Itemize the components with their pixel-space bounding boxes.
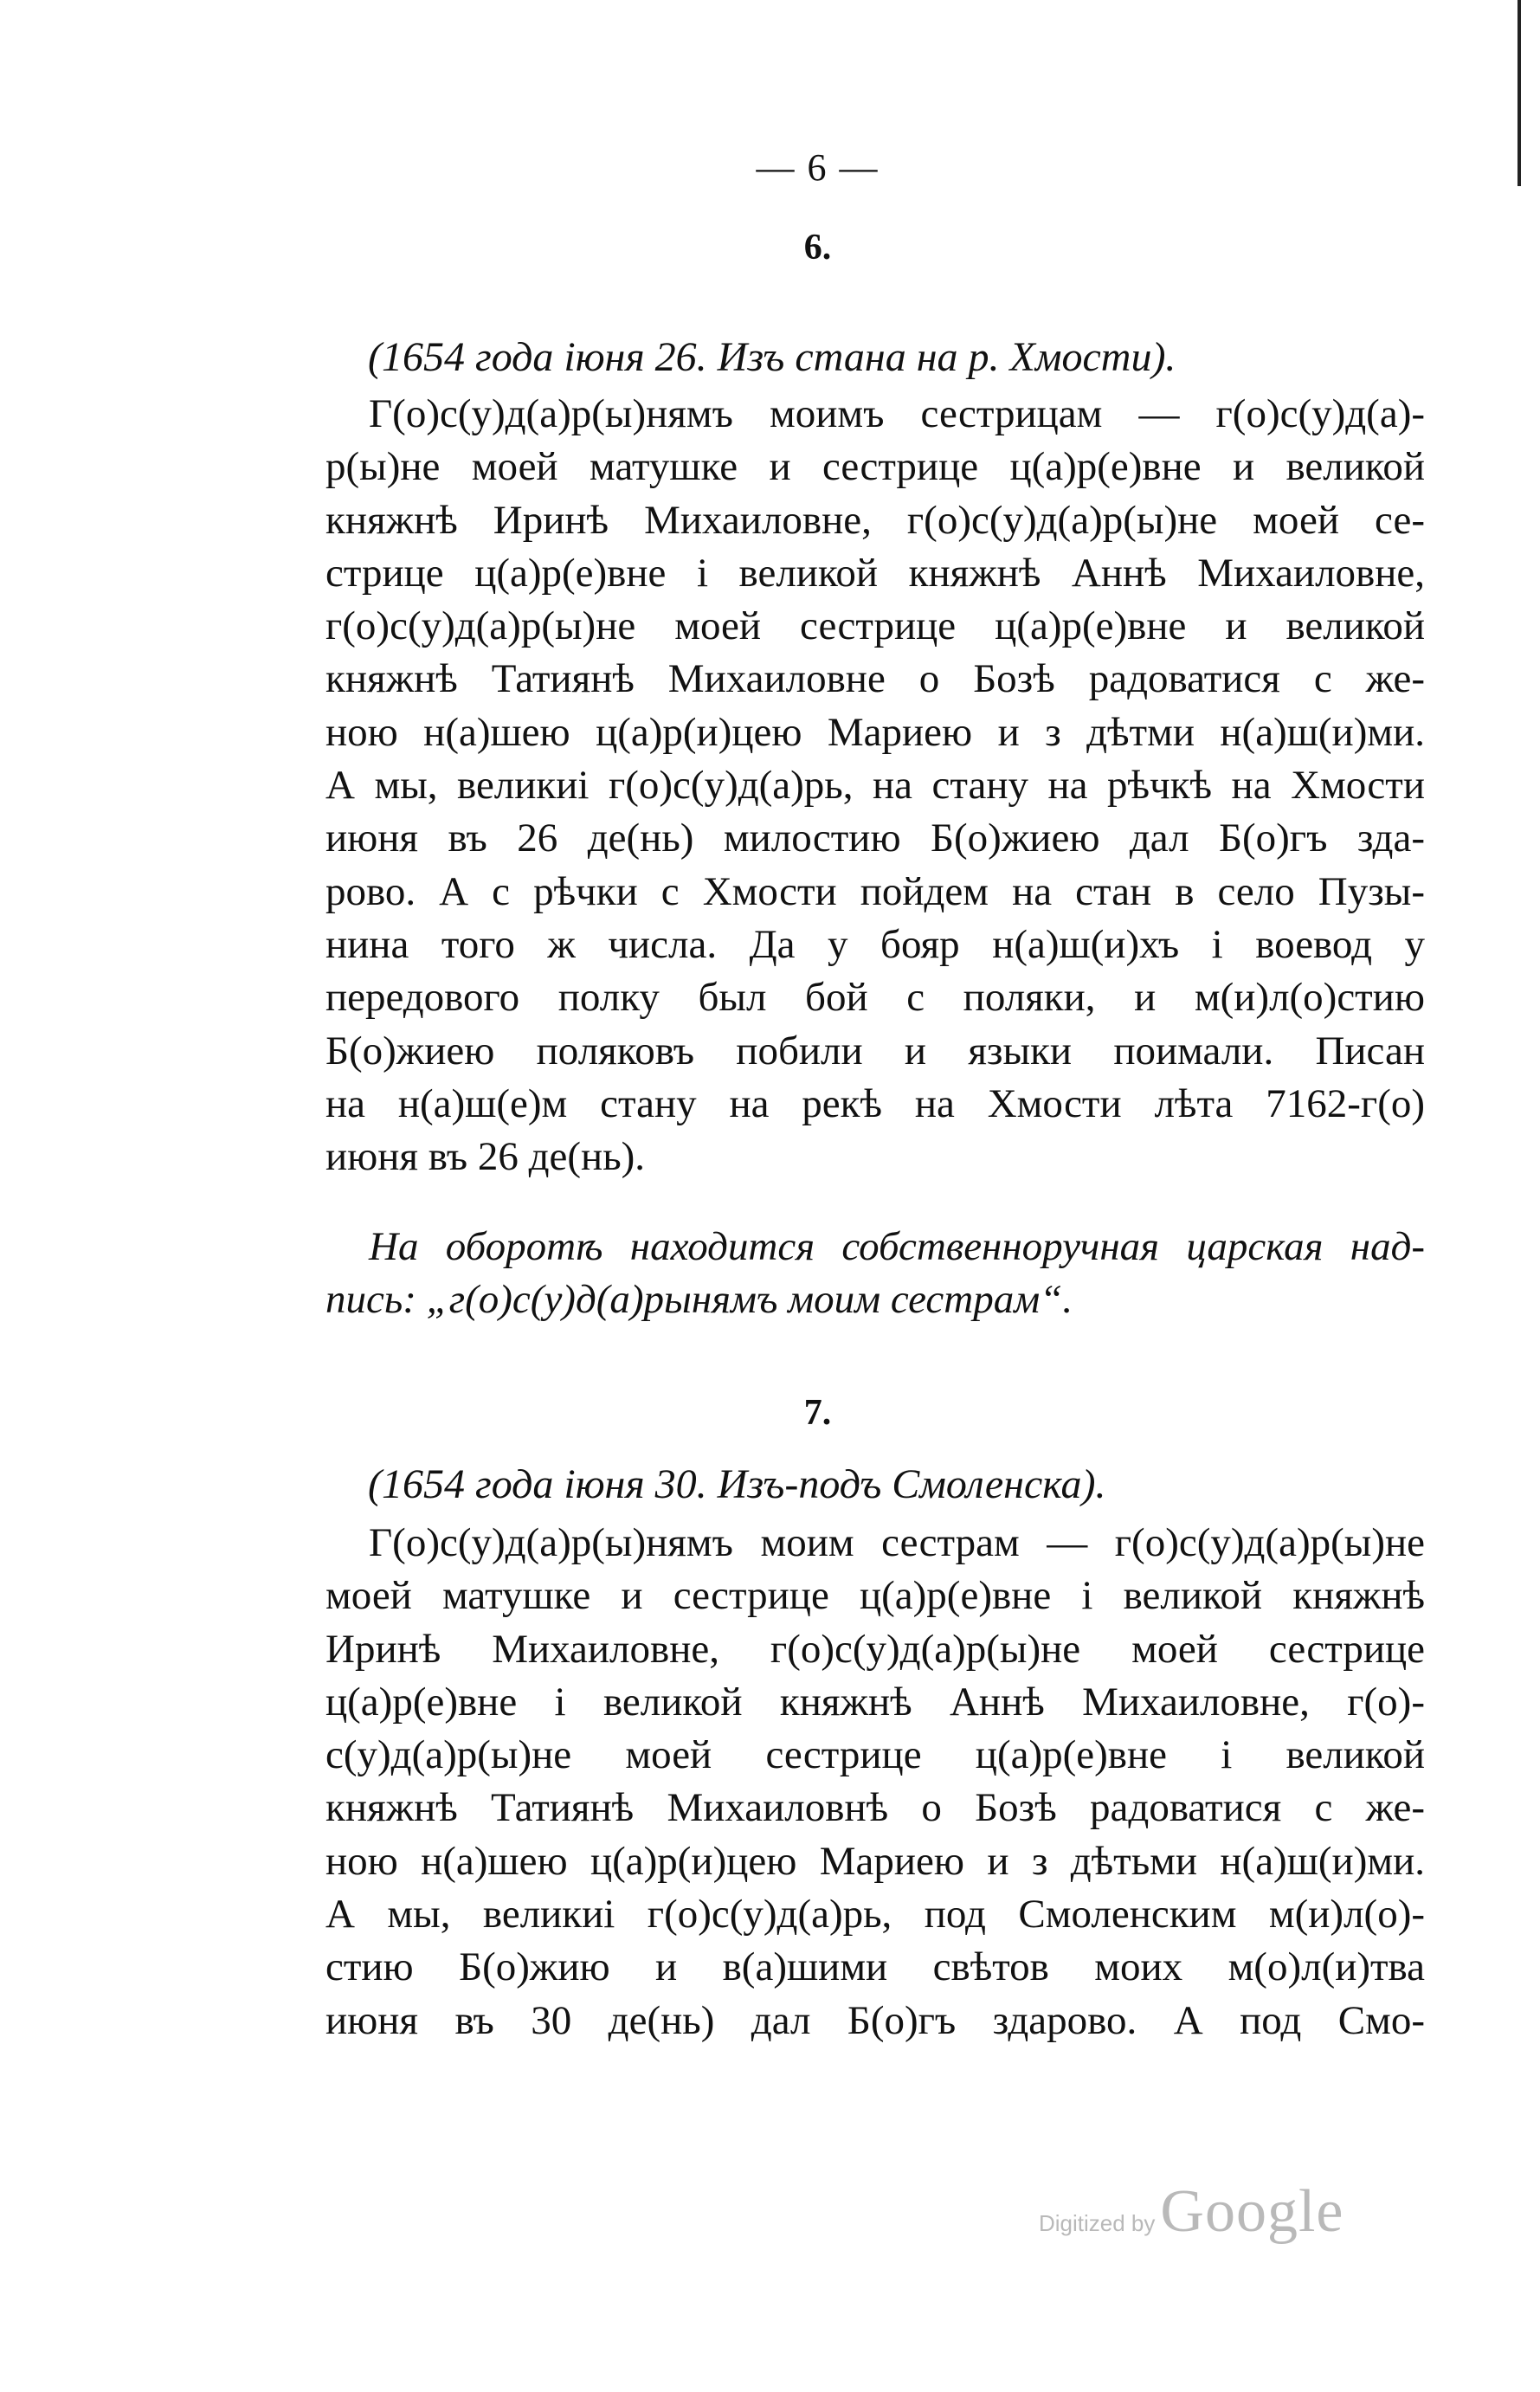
text-line: моей матушке и сестрице ц(а)р(е)вне і великой княжнѣ [325,1573,1425,1619]
watermark-prefix: Digitized by [1039,2210,1156,2236]
text-line: г(о)с(у)д(а)р(ы)не моей сестрице ц(а)р(е)вне и великой [325,603,1425,649]
letter-text [325,1517,1425,2047]
watermark-brand: Google [1160,2178,1344,2245]
text-line: р(ы)не моей матушке и сестрице ц(а)р(е)вне и великой [325,444,1425,490]
page-number: — 6 — [756,146,880,189]
text-line: А мы, великиі г(о)с(у)д(а)рь, на стану на рѣчкѣ на Хмости [325,763,1425,809]
text-line: июня въ 30 де(нь) дал Б(о)гъ здарово. А под Смо- [325,1997,1425,2043]
text-line: ною н(а)шею ц(а)р(и)цею Мариею и з дѣтьми н(а)ш(и)ми. [325,1838,1425,1884]
section-heading: (1654 года іюня 26. Изъ стана на р. Хмости). [368,334,1176,380]
text-line: княжнѣ Татиянѣ Михаиловне о Бозѣ радоватися с же- [325,656,1425,702]
section-number: 6. [803,228,832,268]
text-line: Г(о)с(у)д(а)р(ы)нямъ моимъ сестрицам — г(о)с(у)д(а)- [369,391,1425,436]
text-line: А мы, великиі г(о)с(у)д(а)рь, под Смоленским м(и)л(о)- [325,1892,1425,1937]
text-line: княжнѣ Иринѣ Михаиловне, г(о)с(у)д(а)р(ы)не моей се- [325,497,1425,543]
text-line: стию Б(о)жию и в(а)шими свѣтов моих м(о)л(и)тва [325,1944,1425,1990]
text-line: стрице ц(а)р(е)вне і великой княжнѣ Аннѣ Михаиловне, [325,550,1425,596]
text-line: июня въ 26 де(нь). [325,1134,646,1180]
section-number: 7. [803,1393,832,1433]
editor-note [325,1221,1425,1327]
letter-text [325,388,1425,1183]
text-line: ц(а)р(е)вне і великой княжнѣ Аннѣ Михаиловне, г(о)- [325,1679,1425,1725]
digitized-watermark [1039,2177,1368,2255]
text-line: ною н(а)шею ц(а)р(и)цею Мариею и з дѣтми н(а)ш(и)ми. [325,709,1425,755]
text-line: июня въ 26 де(нь) милостию Б(о)жиею дал Б(о)гъ зда- [325,816,1425,861]
text-line: Иринѣ Михаиловне, г(о)с(у)д(а)р(ы)не моей сестрице [325,1626,1425,1672]
text-line: Г(о)с(у)д(а)р(ы)нямъ моим сестрам — г(о)с(у)д(а)р(ы)не [369,1520,1425,1565]
note-line: На оборотѣ находится собственноручная царская над- [369,1224,1425,1269]
text-line: княжнѣ Татиянѣ Михаиловнѣ о Бозѣ радоватися с же- [325,1785,1425,1831]
text-line: нина того ж числа. Да у бояр н(а)ш(и)хъ і воевод у [325,921,1425,967]
section-heading: (1654 года іюня 30. Изъ-подъ Смоленска). [368,1461,1106,1507]
text-line: с(у)д(а)р(ы)не моей сестрице ц(а)р(е)вне і великой [325,1732,1425,1778]
text-line: рово. А с рѣчки с Хмости пойдем на стан в село Пузы- [325,868,1425,914]
text-line: Б(о)жиею поляковъ побили и языки поимали. Писан [325,1028,1425,1073]
note-line: пись: „г(о)с(у)д(а)рынямъ моим сестрам“. [325,1277,1073,1323]
text-line: передового полку был бой с поляки, и м(и)л(о)стию [325,975,1425,1021]
text-line: на н(а)ш(е)м стану на рекѣ на Хмости лѣта 7162-г(о) [325,1080,1425,1126]
